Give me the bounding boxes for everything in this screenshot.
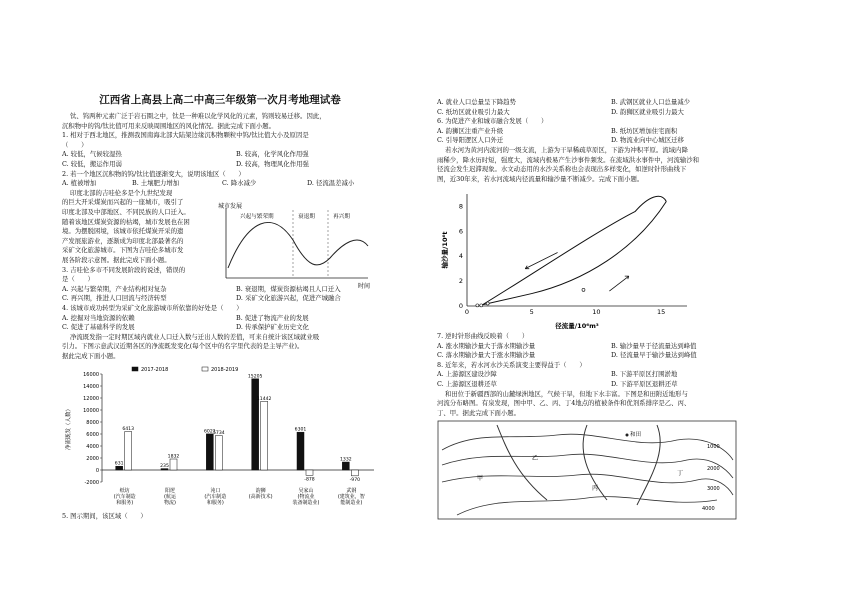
question-1-bracket: （ ） [62,140,88,149]
y-axis-label: 净流既发（人数） [66,405,72,451]
q5-option-d: D. 韵狮区就业吸引力最大 [611,107,684,116]
x-tick-label: 15 [656,308,666,316]
category-label: 装备制造业) [292,500,320,506]
city-stage-chart [218,198,378,290]
q1-option-c: C. 较低，搬运作用弱 [62,160,122,168]
q8-option-a: A. 上游源区建设沙障 [437,370,497,379]
passage-2-line: 印度北部及中部地区、不同民族的人口迁入。 [62,208,190,216]
map-label-bing: 丙 [592,485,599,492]
bar [351,470,358,476]
q1-option-d: D. 较高，物理风化作用强 [236,160,309,168]
q3-option-d: D. 采矿文化旅游兴起，促进产城融合 [236,294,341,303]
bar [261,401,268,470]
y-tick-label: 4000 [86,443,99,450]
q3-option-a: A. 兴起与繁荣期，产业结构相对复杂 [62,284,167,293]
legend-label: 2017-2018 [141,367,169,373]
category-label: (汽车制造 [204,494,227,500]
q8-option-b: B. 下游平原区打围淤地 [611,370,678,379]
map-contour-4: 4000 [702,506,715,512]
q1-option-b: B. 较高，化学风化作用强 [236,150,309,159]
data-point [486,302,489,305]
passage-2-line: 印度北部的吉哇伦多是个九世纪发现 [70,188,173,197]
bar-value-label: 5734 [212,431,225,437]
category-label: (航运 [164,494,176,500]
intro-line: 沉积物中的钨/钛比值可用来反映周围地区的风化情况。据此完成下面小题。 [62,121,276,130]
category-label: 沌口 [210,488,221,494]
legend-swatch [132,367,138,371]
q6-option-d: D. 物流业向中心城区迁移 [611,136,684,145]
bar [342,462,349,470]
passage-2-line: 产发展旅游业，逐渐成为印度北部最著名的 [62,236,184,245]
y-tick-label: 2000 [86,455,99,462]
q7-option-b: B. 输沙量早于径流量达到峰值 [611,341,697,350]
category-label: (建筑业，智 [337,494,365,500]
y-tick-label: 6000 [86,431,99,438]
data-point [476,304,479,307]
category-label: 能制造业) [340,500,363,506]
question-3: 3. 吉哇伦多市不同发展阶段的说述，错误的 [62,265,186,274]
passage-2-line: 境。为摆脱困境，该城市依托煤炭开采的遗 [62,227,184,236]
bar-value-label: 6413 [122,427,135,433]
y-tick-label: 12000 [83,395,99,402]
passage-5-line: 丁、甲。据此完成下面小题。 [437,408,521,417]
category-label: (汽车制造 [113,494,136,500]
bar [206,434,213,470]
page-title: 江西省上高县上高二中高三年级第一次月考地理试卷 [99,94,341,106]
bar-value-label: -878 [304,477,315,483]
y-tick-label: 10000 [83,407,99,414]
passage-3-line: 据此完成下面小题。 [62,352,120,360]
bar-value-label: 631 [114,461,124,467]
q6-option-b: B. 纸坊区增加住宅面积 [611,126,678,135]
map-label-jia: 甲 [477,475,484,482]
q5-option-c: C. 纸坊区就业吸引力最大 [437,107,510,116]
question-3-bracket: 是（ ） [62,275,94,284]
category-label: 韵狮 [255,488,266,494]
chart-city-ylabel: 城市发展 [218,203,243,210]
q6-option-c: C. 引导阳逻区人口外迁 [437,136,504,145]
q3-option-c: C. 再兴期，推进人口回流与经济转型 [62,294,167,303]
x-tick-label: 5 [529,308,534,316]
map-contour-3: 3000 [707,486,720,492]
x-tick-label: 0 [464,308,470,316]
passage-4-line: 径流会发生迟滞现象。水文动态用的水沙关系称也会表现出多样变化，如逆时针形曲线下 [437,165,687,174]
q8-option-c: C. 上游源区退耕还草 [437,380,497,388]
falling-limb [483,196,667,304]
q2-option-c: C. 降水减少 [222,179,257,188]
bar-value-label: 11442 [256,396,272,402]
runoff-sediment-chart [437,188,697,330]
x-tick-label: 10 [592,308,601,316]
y-tick-label: 16000 [83,371,99,378]
employment-bar-chart [62,364,377,514]
passage-3-line: 引力。下图示意武汉近期各区的净流既发变化(每个区中的名字里代表的是主导产业)。 [62,342,304,351]
bar [297,432,304,470]
chart-city-xlabel: 时间 [358,283,371,290]
stage-label-1: 兴起与繁荣期 [240,214,274,220]
y-tick-label: 2 [458,277,463,286]
category-label: 物流) [164,500,176,506]
bar [125,432,132,470]
y-tick-label: 8000 [86,419,99,426]
arrow-up-right [609,276,628,291]
category-label: 武钢 [346,488,357,494]
q2-option-d: D. 径流温差减小 [307,179,355,188]
question-4: 4. 该城市成功转型为采矿文化旅游城市所依靠的好处是（ ） [62,304,243,312]
q5-option-a: A. 就业人口总量呈下降趋势 [437,98,516,106]
q7-option-a: A. 涨水期输沙量大于落水期输沙量 [437,341,536,350]
q2-option-a: A. 植被增加 [62,179,97,188]
x-axis-label: 径流量/10⁶m³ [555,322,599,330]
question-7: 7. 逆时针形曲线反映着（ ） [437,332,529,340]
bar-value-label: 235 [160,464,169,470]
bar-value-label: 1832 [167,454,180,460]
q5-option-b: B. 武钢区就业人口总量减少 [611,98,691,106]
bar-value-label: 6301 [294,427,307,433]
bar [306,470,313,475]
passage-4-line: 雨稀少，降水历时短，强度大，流域内极易产生沙事件频发。在流域洪水事件中，河流输沙和 [437,155,700,164]
data-point [480,304,483,307]
rising-limb [483,201,667,304]
question-8: 8. 近年来，若水河水沙关系演变主要得益于（ ） [437,360,586,369]
bar [215,436,222,470]
passage-2-line: 的巨大开采煤炭而兴起的一座城市，吸引了 [62,198,184,207]
intro-line: 钛、钨两种元素广泛于岩石圈之中，钛是一种难以化学风化的元素，钨则较易迁移。因此， [70,112,326,120]
q8-option-d: D. 下游平原区退耕还草 [611,380,678,388]
q6-option-a: A. 韵狮区注重产业升级 [437,126,504,135]
y-tick-label: 14000 [83,383,99,390]
q7-option-d: D. 径流量早于输沙量达到峰值 [611,351,697,360]
legend-swatch [202,367,208,371]
bar-value-label: 15205 [247,374,263,380]
q4-option-d: D. 传承保护矿业历史文化 [236,323,309,332]
passage-5-line: 河流分布略图。有泉发现，图中甲、乙、丙、丁4地点的植被条件和优剂系排序是乙、丙、 [437,399,691,408]
map-label-yi: 乙 [532,455,539,462]
passage-4-line: 若水河为黄河内流河的一级支流，上游为干旱稀疏草原区，下游为冲积平原。流域内降 [445,146,688,154]
stage-label-3: 再兴期 [333,214,350,220]
bar-value-label: 6021 [203,429,216,435]
y-tick-label: 8 [458,202,463,211]
q4-option-a: A. 挖掘对当地资源的依赖 [62,313,135,322]
bar-value-label: -970 [349,477,361,483]
q7-option-c: C. 落水期输沙量大于涨水期输沙量 [437,351,536,360]
city-curve [228,222,368,268]
q4-option-b: B. 促进了物流产业的发展 [236,313,309,322]
passage-5-line: 和田位于新疆西部的山麓绿洲地区，气候干旱，但地下水丰富。下图是和田附近地形与 [445,389,688,398]
passage-4-line: 图，近30年来，若水河流域内径流量和输沙量不断减少。完成下面小题。 [437,174,644,183]
map-label-ding: 丁 [677,470,684,477]
category-label: (高新技术) [248,494,273,500]
y-tick-label: 6 [458,227,463,236]
category-label: 吴家山 [298,488,314,494]
question-5: 5. 图示期间，该区域（ ） [62,512,147,520]
category-label: 和服务) [206,500,224,506]
legend-label: 2018-2019 [211,367,239,373]
bar-value-label: 1332 [339,457,352,463]
category-label: (物流业 [297,494,315,500]
map-town: 和田 [630,432,642,438]
map-contour-2: 2000 [707,466,720,472]
y-tick-label: -2000 [84,479,99,486]
hotan-map [437,420,737,520]
bar [116,466,123,470]
stage-label-2: 衰退期 [298,214,315,220]
question-2: 2. 若一个地区沉积物的钨/钛比值逐渐变大，说明该地区（ ） [62,169,245,178]
y-tick-label: 4 [458,252,463,261]
question-6: 6. 为促进产业和城市融合发展（ ） [437,117,548,126]
passage-2-line: 随着该地区煤炭资源的枯竭，城市发展也在困 [62,217,190,226]
q1-option-a: A. 较低，气候较湿热 [62,150,122,159]
map-contour-1: 1000 [707,444,720,450]
passage-3-line: 净流既发指一定时期区域内就业人口迁入数与迁出人数的差值，可来自统计该区域就业吸 [70,332,320,341]
question-1: 1. 相对于西北地区，推测我国南海北部大陆架边缘沉积物颗粒中钨/钛比值大小及原因是 [62,131,309,140]
passage-2-line: 展各阶段示意图。据此完成下面小题。 [62,256,171,264]
q3-option-b: B. 衰退期，煤炭资源枯竭且人口迁入 [236,284,341,293]
q2-option-b: B. 土壤肥力增加 [132,179,180,188]
y-axis-label: 输沙量/10⁶t [441,231,449,269]
bar [170,459,177,470]
q4-option-c: C. 促进了基础科学的发展 [62,323,135,332]
category-label: 和服务) [116,500,134,506]
bar [252,379,259,470]
passage-2-line: 采矿文化旅游城市。下图为吉哇伦多城市发 [62,246,184,255]
data-point [582,288,585,291]
category-label: 阳逻 [164,488,176,494]
y-tick-label: 0 [95,467,99,474]
category-label: 纸坊 [119,488,130,494]
y-tick-label: 0 [458,302,463,310]
